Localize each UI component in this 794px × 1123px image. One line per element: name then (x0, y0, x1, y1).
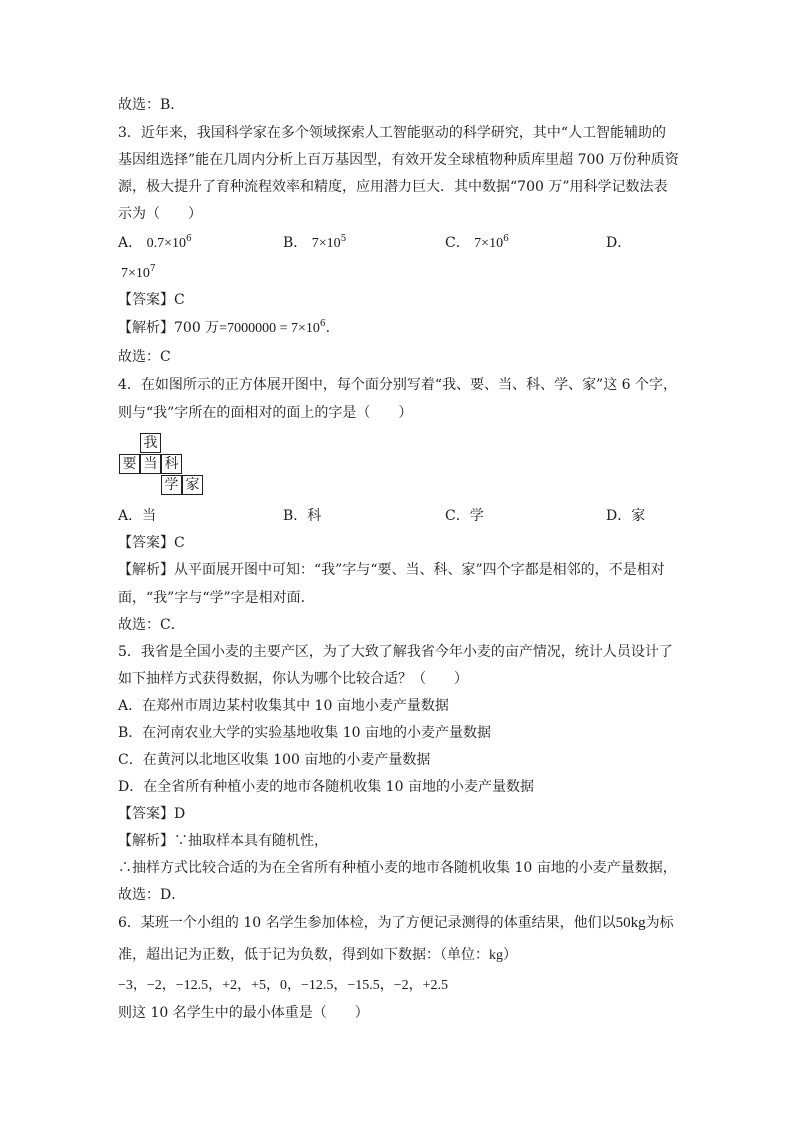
q4-option-b: B．科 (283, 508, 322, 524)
q4-option-a: A．当 (118, 508, 157, 524)
q3-select: 故选：C (118, 349, 171, 365)
q4-text-2: 则与“我”字所在的面相对的面上的字是（ ） (118, 405, 413, 421)
q5-explanation-1: 【解析】∵抽取样本具有随机性， (118, 833, 328, 849)
q6-text-1: 6．某班一个小组的 10 名学生参加体检，为了方便记录测得的体重结果，他们以50kg为标 (118, 915, 674, 931)
cube-net-figure (118, 433, 218, 499)
q5-option-b: B．在河南农业大学的实验基地收集 10 亩地的小麦产量数据 (118, 725, 492, 741)
q5-text-1: 5．我省是全国小麦的主要产区，为了大致了解我省今年小麦的亩产情况，统计人员设计了 (118, 644, 673, 660)
q4-explanation-1: 【解析】从平面展开图中可知：“我”字与“要、当、科、家”四个字都是相邻的，不是相对 (118, 562, 665, 578)
cube-face-bottom-2: 家 (182, 475, 203, 495)
q3-option-a: A． $0.7\times 10^6$ (118, 234, 192, 251)
q3-option-d-label: D． (606, 235, 632, 251)
q4-text-1: 4．在如图所示的正方体展开图中，每个面分别写着“我、要、当、科、学、家”这 6 个字， (118, 377, 678, 393)
q4-option-d: D．家 (606, 508, 646, 524)
cube-face-top: 我 (140, 433, 161, 453)
answer-select-line: 故选：B． (118, 97, 185, 113)
q3-text-2: 基因组选择”能在几周内分析上百万基因型，有效开发全球植物种质库里超 700 万份种质资 (118, 152, 679, 168)
q3-text-4: 示为（ ） (118, 206, 202, 222)
q4-explanation-2: 面，“我”字与“学”字是相对面． (118, 590, 315, 606)
q5-option-c: C．在黄河以北地区收集 100 亩地的小麦产量数据 (118, 752, 431, 768)
q3-answer: 【答案】C (118, 292, 185, 308)
q5-option-a: A．在郑州市周边某村收集其中 10 亩地小麦产量数据 (118, 698, 449, 714)
q5-select: 故选：D． (118, 887, 186, 903)
q3-explanation: 【解析】700 万$=7000000 = 7\times 10^6$. (118, 319, 331, 336)
q3-text-1: 3．近年来，我国科学家在多个领域探索人工智能驱动的科学研究，其中“人工智能辅助的 (118, 125, 667, 141)
cube-face-bottom-1: 学 (161, 475, 182, 495)
cube-face-middle-3: 科 (161, 454, 182, 474)
q6-text-2: 准，超出记为正数，低于记为负数，得到如下数据：（单位：kg） (118, 947, 517, 963)
q4-option-c: C．学 (445, 508, 484, 524)
q6-text-3: 则这 10 名学生中的最小体重是（ ） (118, 1005, 369, 1021)
q5-option-d: D．在全省所有种植小麦的地市各随机收集 10 亩地的小麦产量数据 (118, 779, 534, 795)
q3-option-c: C． $7\times 10^6$ (445, 234, 509, 251)
q3-option-b: B． $7\times 10^5$ (283, 234, 347, 251)
q5-explanation-2: ∴抽样方式比较合适的为在全省所有种植小麦的地市各随机收集 10 亩地的小麦产量数据， (118, 860, 677, 876)
q3-text-3: 源，极大提升了育种流程效率和精度，应用潜力巨大．其中数据“700 万”用科学记数法表 (118, 179, 668, 195)
q3-option-d-value: $7\times 10^7$ (121, 264, 156, 281)
cube-face-middle-1: 要 (119, 454, 140, 474)
cube-face-middle-2: 当 (140, 454, 161, 474)
q5-answer: 【答案】D (118, 806, 186, 822)
q6-data-values: −3，−2，−12.5，+2，+5，0，−12.5，−15.5，−2，+2.5 (118, 978, 449, 993)
q4-select: 故选：C． (118, 617, 185, 633)
q4-answer: 【答案】C (118, 535, 185, 551)
q5-text-2: 如下抽样方式获得数据，你认为哪个比较合适？（ ） (118, 671, 468, 687)
